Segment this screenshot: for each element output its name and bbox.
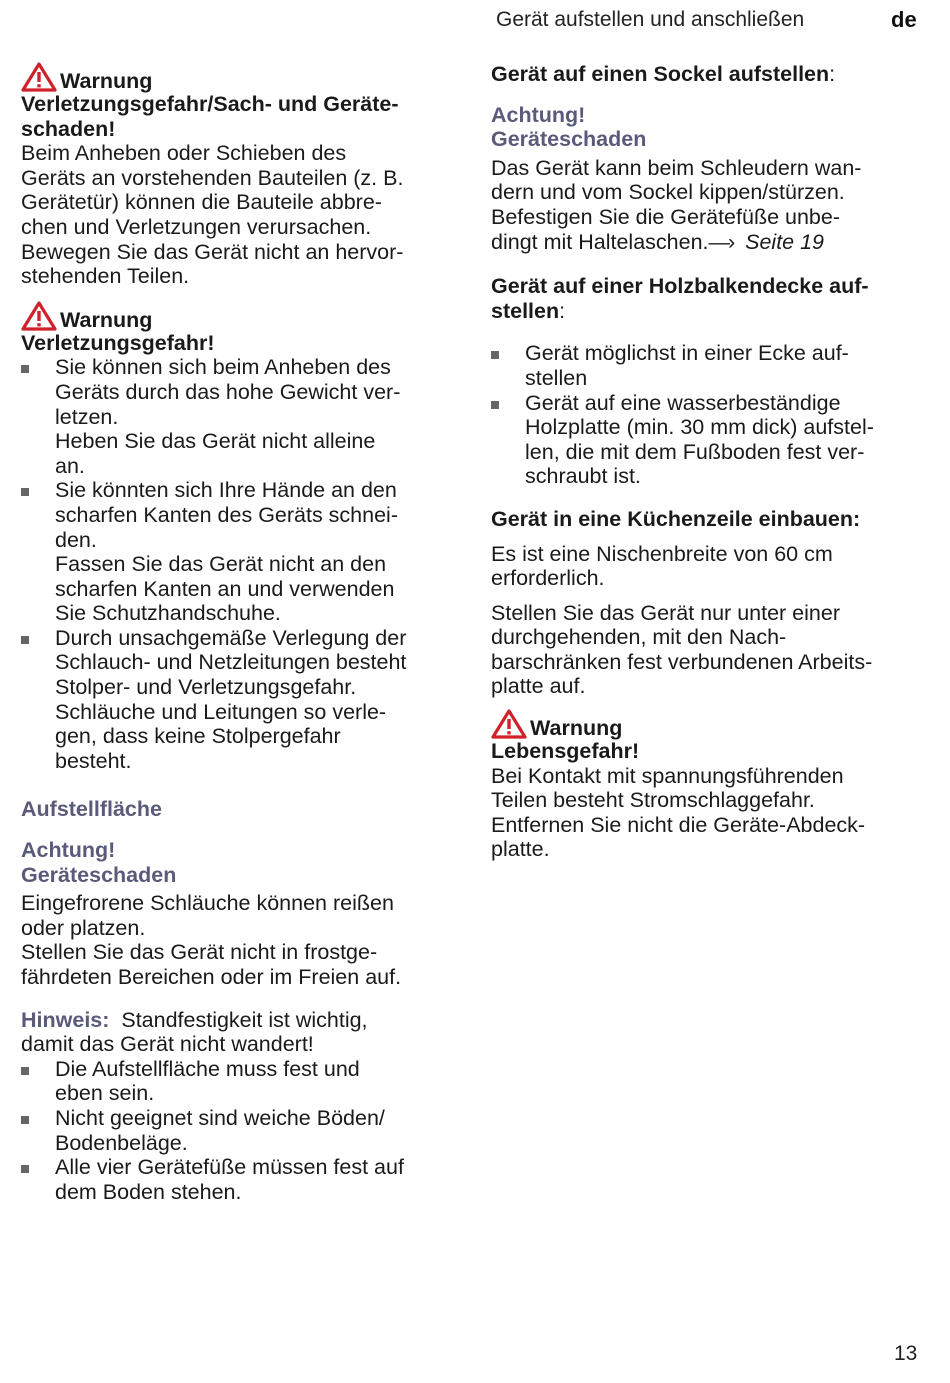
list-item-text: an. [55, 453, 85, 478]
heading-colon: : [559, 298, 566, 323]
list-item-text: eben sein. [55, 1081, 155, 1106]
page-reference-link[interactable]: Seite 19 [745, 229, 825, 254]
warning-text: Teilen besteht Stromschlaggefahr. [491, 788, 815, 813]
list-item-text: stellen [525, 365, 588, 390]
hint-label: Hinweis: [21, 1007, 110, 1032]
bullet-square-icon [491, 401, 499, 409]
list-item-text: schraubt ist. [525, 464, 641, 489]
list-item-text: Heben Sie das Gerät nicht alleine [55, 429, 376, 454]
caution-text: dern und vom Sockel kippen/stürzen. [491, 180, 845, 205]
list-item-text: scharfen Kanten des Geräts schnei- [55, 502, 398, 527]
warning-text: platte. [491, 837, 550, 862]
bullet-square-icon [491, 351, 499, 359]
hint-text: Standfestigkeit ist wichtig, [121, 1007, 368, 1032]
list-item-text: letzen. [55, 404, 119, 429]
header-title: Gerät aufstellen und anschließen [496, 8, 805, 31]
bullet-square-icon [21, 365, 29, 373]
warning-triangle-icon [21, 301, 57, 331]
caution-text: Stellen Sie das Gerät nicht in frostge- [21, 940, 378, 965]
warning-triangle-icon [21, 62, 57, 92]
hint-block [21, 1008, 461, 1205]
list-item [491, 391, 931, 489]
hint-list [21, 1057, 461, 1205]
section-heading: Gerät auf einer Holzbalkendecke auf- [491, 274, 869, 299]
bullet-square-icon [21, 1165, 29, 1173]
bullet-square-icon [21, 1067, 29, 1075]
list-item-text: Holzplatte (min. 30 mm dick) aufstel- [525, 415, 874, 440]
section-heading: Aufstellfläche [21, 797, 162, 822]
warning-label: Warnung [530, 716, 623, 741]
list-item-text: Geräts durch das hohe Gewicht ver- [55, 379, 401, 404]
wood-list [491, 341, 931, 489]
warning-triangle-icon [491, 709, 527, 739]
bullet-square-icon [21, 1116, 29, 1124]
bullet-square-icon [21, 488, 29, 496]
list-item-text: Gerät möglichst in einer Ecke auf- [525, 341, 849, 366]
caution-block-frost [21, 838, 461, 990]
page-reference-arrow-icon: —› [708, 229, 734, 254]
plinth-section [491, 62, 931, 254]
caution-text: dingt mit Haltelaschen. [491, 229, 709, 254]
list-item-text: Durch unsachgemäße Verlegung der [55, 625, 407, 650]
caution-label: Achtung! [491, 102, 586, 127]
warning-text: Entfernen Sie nicht die Geräte-Abdeck- [491, 812, 866, 837]
warning-label: Warnung [60, 307, 153, 332]
left-column [21, 62, 461, 1204]
warning-label: Warnung [60, 69, 153, 93]
caution-title: Geräteschaden [21, 862, 177, 887]
list-item-text: Schlauch- und Netzleitungen besteht [55, 650, 407, 675]
hint-text: damit das Gerät nicht wandert! [21, 1032, 314, 1057]
list-item-text: den. [55, 527, 97, 552]
page-header [0, 6, 950, 36]
list-item-text: Schläuche und Leitungen so verle- [55, 699, 387, 724]
language-code: de [891, 7, 917, 32]
list-item-text: Stolper- und Verletzungsgefahr. [55, 675, 357, 700]
caution-label: Achtung! [21, 838, 116, 863]
list-item [21, 1057, 461, 1106]
body-text: durchgehenden, mit den Nach- [491, 625, 787, 650]
list-item-text: scharfen Kanten an und verwenden [55, 576, 395, 601]
list-item [491, 341, 931, 390]
warning-text: Bewegen Sie das Gerät nicht an hervor- [21, 239, 404, 264]
warning-text: Geräts an vorstehenden Bauteilen (z. B. [21, 165, 404, 190]
list-item-text: besteht. [55, 748, 132, 773]
list-item-text: Alle vier Gerätefüße müssen fest auf [55, 1155, 404, 1180]
body-text: platte auf. [491, 674, 586, 699]
section-heading: Gerät in eine Küchenzeile einbauen: [491, 506, 861, 531]
warning-block-injury-damage [21, 62, 461, 289]
warning-title: Verletzungsgefahr/Sach- und Geräte- [21, 92, 399, 116]
warning-title: Verletzungsgefahr! [21, 330, 215, 355]
section-heading: stellen [491, 298, 560, 323]
list-item-text: Bodenbeläge. [55, 1130, 188, 1155]
body-text: barschränken fest verbundenen Arbeits- [491, 649, 873, 674]
warning-title: schaden! [21, 116, 116, 141]
caution-text: oder platzen. [21, 915, 146, 940]
caution-text: Befestigen Sie die Gerätefüße unbe- [491, 204, 840, 229]
list-item-text: dem Boden stehen. [55, 1179, 242, 1204]
page-number: 13 [894, 1342, 918, 1365]
warning-text: stehenden Teilen. [21, 264, 190, 289]
warning-list [21, 355, 461, 773]
section-heading: Gerät auf einen Sockel aufstellen [491, 62, 830, 86]
bullet-square-icon [21, 636, 29, 644]
warning-block-danger [491, 709, 931, 862]
list-item [21, 355, 461, 478]
list-item [21, 626, 461, 774]
list-item-text: Sie können sich beim Anheben des [55, 355, 391, 380]
list-item-text: Nicht geeignet sind weiche Böden/ [55, 1105, 385, 1130]
warning-text: Beim Anheben oder Schieben des [21, 141, 347, 166]
body-text: Stellen Sie das Gerät nur unter einer [491, 600, 840, 625]
wood-ceiling-section [491, 274, 931, 489]
list-item [21, 1106, 461, 1155]
kitchen-section [491, 507, 931, 699]
body-text: erforderlich. [491, 566, 605, 591]
caution-text: Eingefrorene Schläuche können reißen [21, 891, 394, 916]
warning-text: Gerätetür) können die Bauteile abbre- [21, 190, 382, 215]
warning-text: Bei Kontakt mit spannungsführenden [491, 763, 844, 788]
warning-block-injury [21, 301, 461, 774]
caution-text: fährdeten Bereichen oder im Freien auf. [21, 965, 402, 989]
list-item [21, 478, 461, 626]
warning-text: chen und Verletzungen verursachen. [21, 214, 372, 239]
list-item-text: Fassen Sie das Gerät nicht an den [55, 552, 387, 577]
list-item [21, 1155, 461, 1204]
list-item-text: len, die mit dem Fußboden fest ver- [525, 439, 865, 464]
list-item-text: Gerät auf eine wasserbeständige [525, 390, 841, 415]
list-item-text: Sie könnten sich Ihre Hände an den [55, 478, 397, 503]
body-text: Es ist eine Nischenbreite von 60 cm [491, 541, 833, 566]
list-item-text: Die Aufstellfläche muss fest und [55, 1056, 360, 1081]
caution-title: Geräteschaden [491, 127, 647, 152]
list-item-text: Sie Schutzhandschuhe. [55, 601, 281, 626]
list-item-text: gen, dass keine Stolpergefahr [55, 724, 341, 749]
warning-title: Lebensgefahr! [491, 739, 640, 764]
heading-colon: : [829, 62, 836, 86]
caution-text: Das Gerät kann beim Schleudern wan- [491, 155, 862, 180]
right-column [491, 62, 931, 862]
